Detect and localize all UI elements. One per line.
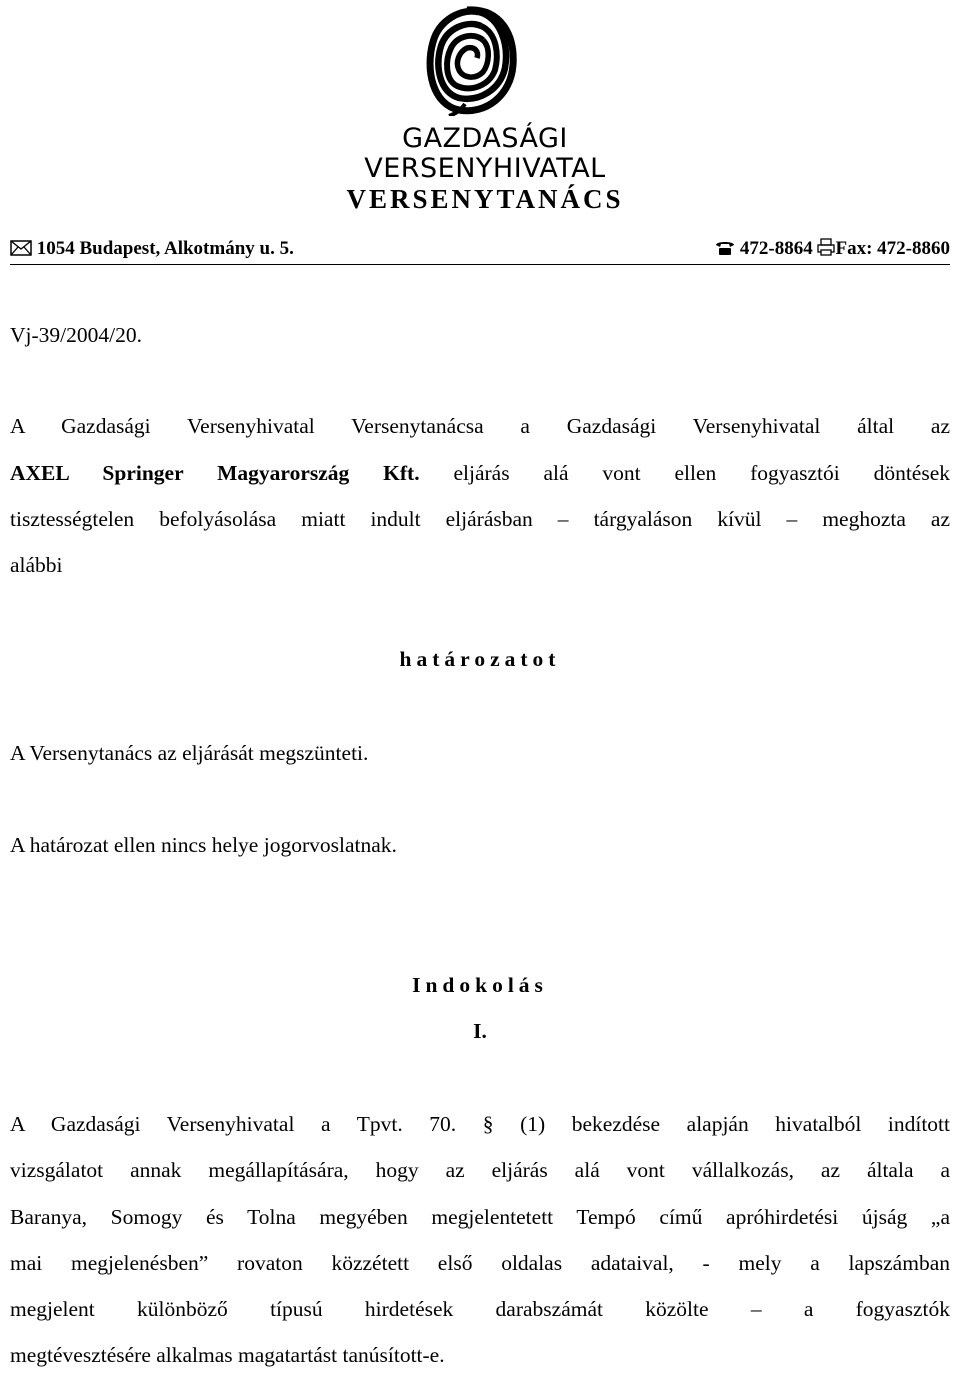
logo-text-line1: GAZDASÁGI xyxy=(402,123,568,154)
body-line-4: mai megjelenésben” rovaton közzétett első oldalas adataival, - mely a lapszámban xyxy=(10,1251,950,1275)
decision-text: A Versenytanács az eljárását megszünteti. xyxy=(10,741,369,765)
address-text: 1054 Budapest, Alkotmány u. 5. xyxy=(36,238,294,259)
no-appeal-text: A határozat ellen nincs helye jogorvoslatnak. xyxy=(10,833,397,857)
spiral-logo-icon xyxy=(425,4,517,116)
logo-text-line3: VERSENYTANÁCS xyxy=(346,184,624,214)
logo xyxy=(0,0,960,225)
case-number: Vj-39/2004/20. xyxy=(10,323,142,347)
intro-line-4: alábbi xyxy=(10,553,63,577)
body-line-2: vizsgálatot annak megállapítására, hogy az eljárás alá vont vállalkozás, az általa a xyxy=(10,1158,950,1182)
intro-line-1: A Gazdasági Versenyhivatal Versenytanácsa a Gazdasági Versenyhivatal által az xyxy=(10,414,950,438)
intro-line-2-rest: eljárás alá vont ellen fogyasztói döntések xyxy=(419,461,951,485)
telephone-icon xyxy=(715,240,735,256)
phone-number: 472-8864 xyxy=(739,238,813,259)
envelope-icon xyxy=(10,240,32,256)
body-line-5: megjelent különböző típusú hirdetések darabszámát közölte – a fogyasztók xyxy=(10,1297,950,1321)
body-line-6: megtévesztésére alkalmas magatartást tanúsított-e. xyxy=(10,1343,445,1367)
address-block xyxy=(10,238,294,260)
logo-text-line2: VERSENYHIVATAL xyxy=(364,153,606,184)
decision-heading: határozatot xyxy=(399,647,561,671)
fax-icon xyxy=(817,238,835,256)
reasoning-heading: Indokolás xyxy=(412,973,548,997)
fax-number: Fax: 472-8860 xyxy=(835,238,950,259)
intro-line-3: tisztességtelen befolyásolása miatt indult eljárásban – tárgyaláson kívül – meghozta az xyxy=(10,507,950,531)
body-line-1: A Gazdasági Versenyhivatal a Tpvt. 70. § (1) bekezdése alapján hivatalból indított xyxy=(10,1112,950,1136)
letterhead-contact-row xyxy=(10,236,950,265)
phone-fax-block xyxy=(715,238,950,260)
party-name: AXEL Springer Magyarország Kft. xyxy=(10,461,420,485)
intro-line-2 xyxy=(10,450,950,496)
section-number: I. xyxy=(473,1019,487,1043)
spiral-ring xyxy=(457,40,488,77)
body-line-3: Baranya, Somogy és Tolna megyében megjelentetett Tempó című apróhirdetési újság „a xyxy=(10,1205,950,1229)
